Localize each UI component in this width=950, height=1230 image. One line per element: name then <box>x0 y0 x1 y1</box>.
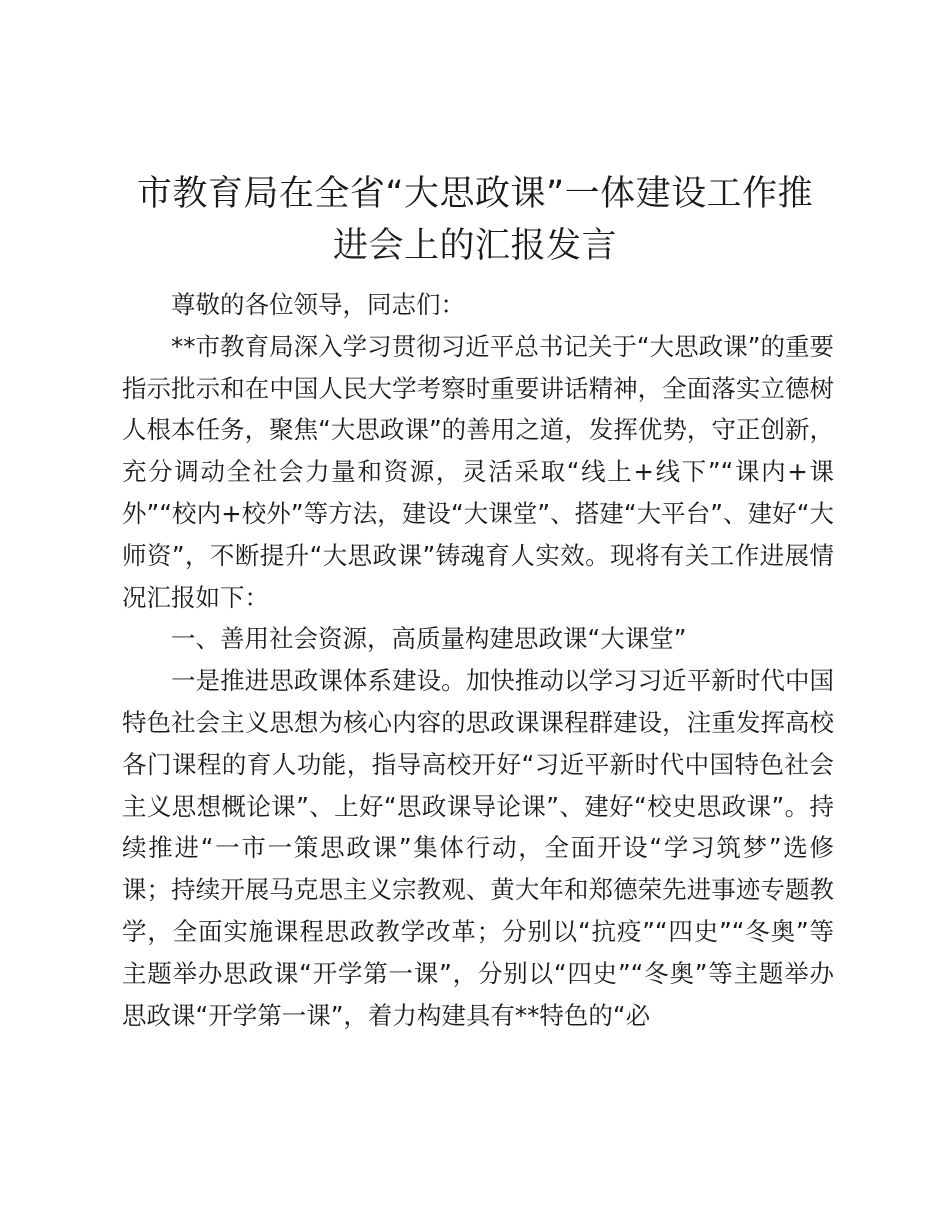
document-title: 市教育局在全省“大思政课”一体建设工作推进会上的汇报发言 <box>136 174 814 266</box>
document-body <box>122 284 834 1036</box>
salutation-paragraph: 尊敬的各位领导，同志们： <box>171 290 465 319</box>
intro-paragraph: **市教育局深入学习贯彻习近平总书记关于“大思政课”的重要指示批示和在中国人民大学考察时重要讲话精神，全面落实立德树人根本任务，聚焦“大思政课”的善用之道，发挥优势，守正创新，充分调动全社会力量和资源，灵活采取“线上+线下”“课内+课外”“校内+校外”等方法，建设“大课堂”、搭建“大平台”、建好“大师资”，不断提升“大思政课”铸魂育人实效。现将有关工作进展情况汇报如下： <box>122 331 834 612</box>
body-paragraph: 一是推进思政课体系建设。加快推动以学习习近平新时代中国特色社会主义思想为核心内容的思政课课程群建设，注重发挥高校各门课程的育人功能，指导高校开好“习近平新时代中国特色社会主义思想概论课”、上好“思政课导论课”、建好“校史思政课”。持续推进“一市一策思政课”集体行动，全面开设“学习筑梦”选修课；持续开展马克思主义宗教观、黄大年和郑德荣先进事迹专题教学，全面实施课程思政教学改革；分别以“抗疫”“四史”“冬奥”等主题举办思政课“开学第一课”，分别以“四史”“冬奥”等主题举办思政课“开学第一课”，着力构建具有**特色的“必 <box>122 666 834 1030</box>
section-heading-1: 一、善用社会资源，高质量构建思政课“大课堂” <box>171 624 687 654</box>
